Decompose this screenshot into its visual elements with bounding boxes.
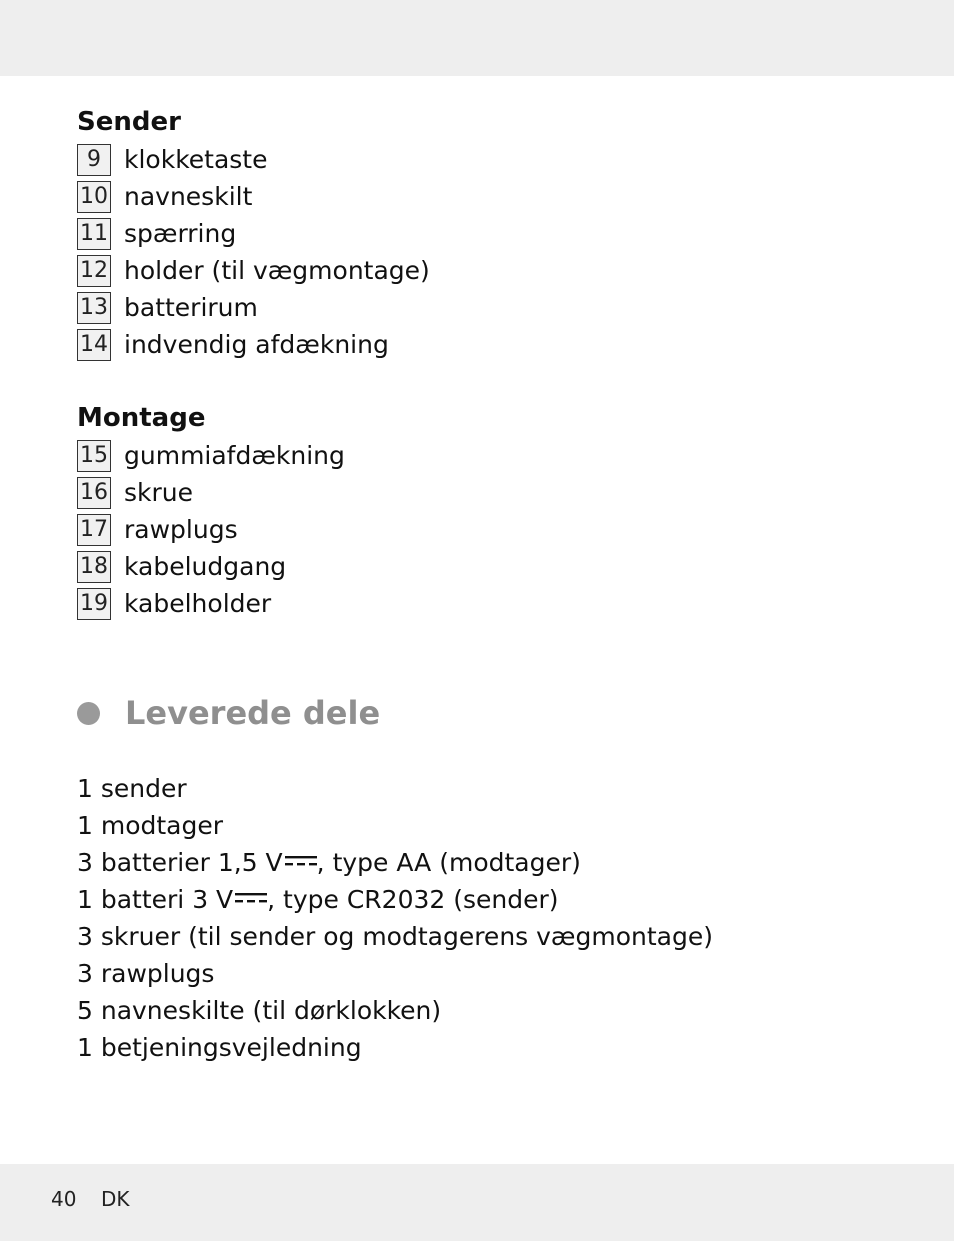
list-item xyxy=(77,252,430,289)
part-number: 12 xyxy=(77,255,111,287)
part-label: rawplugs xyxy=(124,514,238,544)
list-item: 1 modtager xyxy=(77,811,224,840)
list-item: 1 betjeningsvejledning xyxy=(77,1033,362,1062)
delivered-list xyxy=(77,770,713,1066)
item-text: 3 batterier 1,5 V xyxy=(77,848,283,877)
part-number: 19 xyxy=(77,588,111,620)
bottom-band xyxy=(0,1164,954,1241)
item-text: , type CR2032 (sender) xyxy=(267,885,559,914)
list-item xyxy=(77,215,430,252)
list-item xyxy=(77,178,430,215)
list-item: 3 rawplugs xyxy=(77,959,215,988)
part-number: 14 xyxy=(77,329,111,361)
part-number: 16 xyxy=(77,477,111,509)
part-number: 17 xyxy=(77,514,111,546)
montage-parts-list xyxy=(77,437,345,622)
bullet-dot-icon xyxy=(77,702,100,725)
list-item xyxy=(77,289,430,326)
part-label: gummiafdækning xyxy=(124,440,345,470)
list-item xyxy=(77,585,345,622)
list-item: 5 navneskilte (til dørklokken) xyxy=(77,996,442,1025)
part-label: klokketaste xyxy=(124,144,268,174)
part-label: kabelholder xyxy=(124,588,272,618)
dc-current-icon xyxy=(285,855,317,867)
list-item xyxy=(77,881,713,918)
list-item: 1 sender xyxy=(77,774,187,803)
part-label: navneskilt xyxy=(124,181,253,211)
part-label: spærring xyxy=(124,218,237,248)
list-item xyxy=(77,511,345,548)
sender-heading: Sender xyxy=(77,107,181,137)
page-number: 40 xyxy=(51,1187,77,1211)
part-number: 15 xyxy=(77,440,111,472)
part-label: holder (til vægmontage) xyxy=(124,255,430,285)
part-number: 11 xyxy=(77,218,111,250)
part-label: kabeludgang xyxy=(124,551,287,581)
list-item xyxy=(77,437,345,474)
delivered-title: Leverede dele xyxy=(125,694,381,732)
list-item xyxy=(77,548,345,585)
language-code: DK xyxy=(101,1187,130,1211)
part-label: indvendig afdækning xyxy=(124,329,389,359)
delivered-heading xyxy=(77,690,380,736)
list-item xyxy=(77,326,430,363)
part-label: batterirum xyxy=(124,292,258,322)
part-label: skrue xyxy=(124,477,194,507)
list-item xyxy=(77,141,430,178)
list-item: 3 skruer (til sender og modtagerens vægmontage) xyxy=(77,922,713,951)
top-band xyxy=(0,0,954,76)
sender-parts-list xyxy=(77,141,430,363)
list-item xyxy=(77,474,345,511)
part-number: 9 xyxy=(77,144,111,176)
list-item xyxy=(77,844,713,881)
item-text: 1 batteri 3 V xyxy=(77,885,234,914)
dc-current-icon xyxy=(235,892,267,904)
part-number: 13 xyxy=(77,292,111,324)
montage-heading: Montage xyxy=(77,403,206,433)
part-number: 18 xyxy=(77,551,111,583)
part-number: 10 xyxy=(77,181,111,213)
item-text: , type AA (modtager) xyxy=(316,848,581,877)
